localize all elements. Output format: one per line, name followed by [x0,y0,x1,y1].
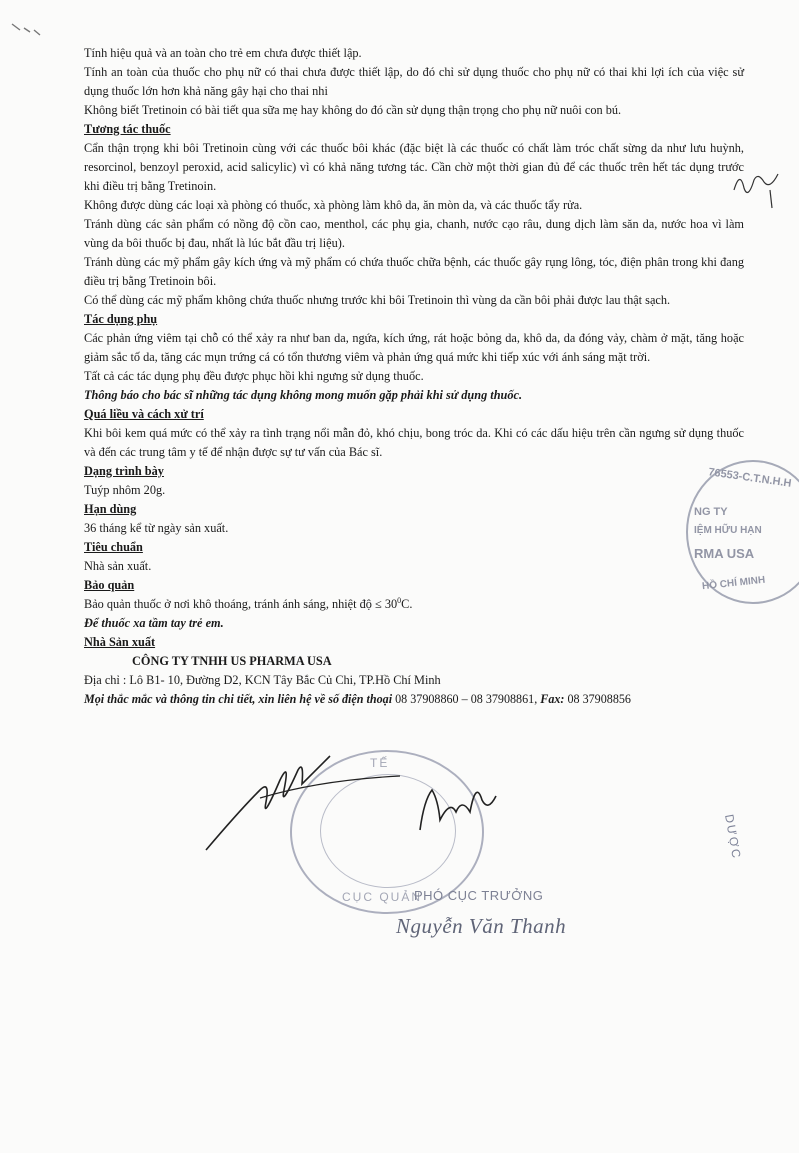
section-heading-overdose: Quá liều và cách xử trí [84,407,204,421]
signatory-role: PHÓ CỤC TRƯỞNG [414,888,544,903]
section-heading-standard: Tiêu chuẩn [84,540,143,554]
stamp-fragment: DƯỢC [722,813,744,861]
paragraph: Các phản ứng viêm tại chỗ có thể xảy ra như ban da, ngứa, kích ứng, rát hoặc bỏng da, khô da, da đóng vảy, chàm ở mặt, tăng hoặc giảm sắc tố da, tăng các mụn trứng cá có tổn thương viêm và phản ứng quá mức khi tiếp xúc với ánh sáng mặt trời. [84,331,744,364]
storage-text: Bảo quản thuốc ở nơi khô thoáng, tránh ánh sáng, nhiệt độ ≤ $30^0C$. [84,595,413,611]
corner-mark [10,18,50,38]
paragraph: Không biết Tretinoin có bài tiết qua sữa mẹ hay không do đó cần sử dụng thận trọng cho phụ nữ nuôi con bú. [84,103,622,117]
section-heading-interactions: Tương tác thuốc [84,122,171,136]
paragraph: Tránh dùng các sản phẩm có nồng độ cồn cao, menthol, các phụ gia, chanh, nước cạo râu, dung dịch làm săn da, nước hoa vì làm vùng da bôi thuốc bị đau, nhất là lúc bắt đầu trị liệu). [84,217,744,250]
section-heading-shelf-life: Hạn dùng [84,502,137,516]
approval-signature-area [200,740,760,970]
contact-line: Mọi thắc mắc và thông tin chi tiết, xin liên hệ về số điện thoại 08 37908860 – 08 37908861, Fax: 08 37908856 [84,692,631,706]
paragraph: Cẩn thận trọng khi bôi Tretinoin cùng với các thuốc bôi khác (đặc biệt là các thuốc có chất làm tróc chất sừng da như lưu huỳnh, resorcinol, benzoyl peroxid, acid salicylic) vì có khả năng tương tác. Cần chờ một thời gian đủ để các thuốc trên hết tác dụng trước khi điều trị bằng Tretinoin. [84,141,744,193]
document-body [84,44,744,709]
handwritten-signature [200,740,530,870]
children-warning: Để thuốc xa tầm tay trẻ em. [84,616,224,630]
paragraph: Tính an toàn của thuốc cho phụ nữ có thai chưa được thiết lập, do đó chỉ sử dụng thuốc cho phụ nữ có thai khi lợi ích của việc sử dụng thuốc lớn hơn khả năng gây hại cho thai nhi [84,65,744,98]
paragraph: Tính hiệu quả và an toàn cho trẻ em chưa được thiết lập. [84,46,362,60]
section-heading-storage: Bảo quản [84,578,135,592]
section-heading-side-effects: Tác dụng phụ [84,312,158,326]
company-name: CÔNG TY TNHH US PHARMA USA [132,654,332,668]
paragraph: Không được dùng các loại xà phòng có thuốc, xà phòng làm khô da, ăn mòn da, và các thuốc tẩy rửa. [84,198,583,212]
company-stamp: 76553-C.T.N.H.H NG TY IỆM HỮU HẠN RMA USA HỒ CHÍ MINH [686,460,799,604]
paragraph: Khi bôi kem quá mức có thể xảy ra tình trạng nổi mẫn đỏ, khó chịu, bong tróc da. Khi có các dấu hiệu trên cần ngưng sử dụng thuốc và đến các trung tâm y tế để nhận được sự tư vấn của Bác sĩ. [84,426,744,459]
paragraph: Tránh dùng các mỹ phẩm gây kích ứng và mỹ phẩm có chứa thuốc chữa bệnh, các thuốc gây rụng lông, tóc, điện phân trong khi đang điều trị bằng Tretinoin bôi. [84,255,744,288]
paragraph: Có thể dùng các mỹ phẩm không chứa thuốc nhưng trước khi bôi Tretinoin thì vùng da cần bôi phải được lau thật sạch. [84,293,671,307]
paragraph: Tuýp nhôm 20g. [84,483,166,497]
official-seal: TẾ CỤC QUẢN [290,750,484,914]
doctor-notice: Thông báo cho bác sĩ những tác dụng không mong muốn gặp phải khi sử dụng thuốc. [84,388,523,402]
section-heading-manufacturer: Nhà Sản xuất [84,635,156,649]
paragraph: Tất cả các tác dụng phụ đều được phục hồi khi ngưng sử dụng thuốc. [84,369,424,383]
company-address: Địa chỉ : Lô B1- 10, Đường D2, KCN Tây Bắc Củ Chi, TP.Hồ Chí Minh [84,673,441,687]
margin-initials [730,160,790,220]
paragraph: Nhà sản xuất. [84,559,152,573]
section-heading-presentation: Dạng trình bày [84,464,164,478]
signatory-name: Nguyễn Văn Thanh [396,914,567,938]
paragraph: 36 tháng kể từ ngày sản xuất. [84,521,229,535]
